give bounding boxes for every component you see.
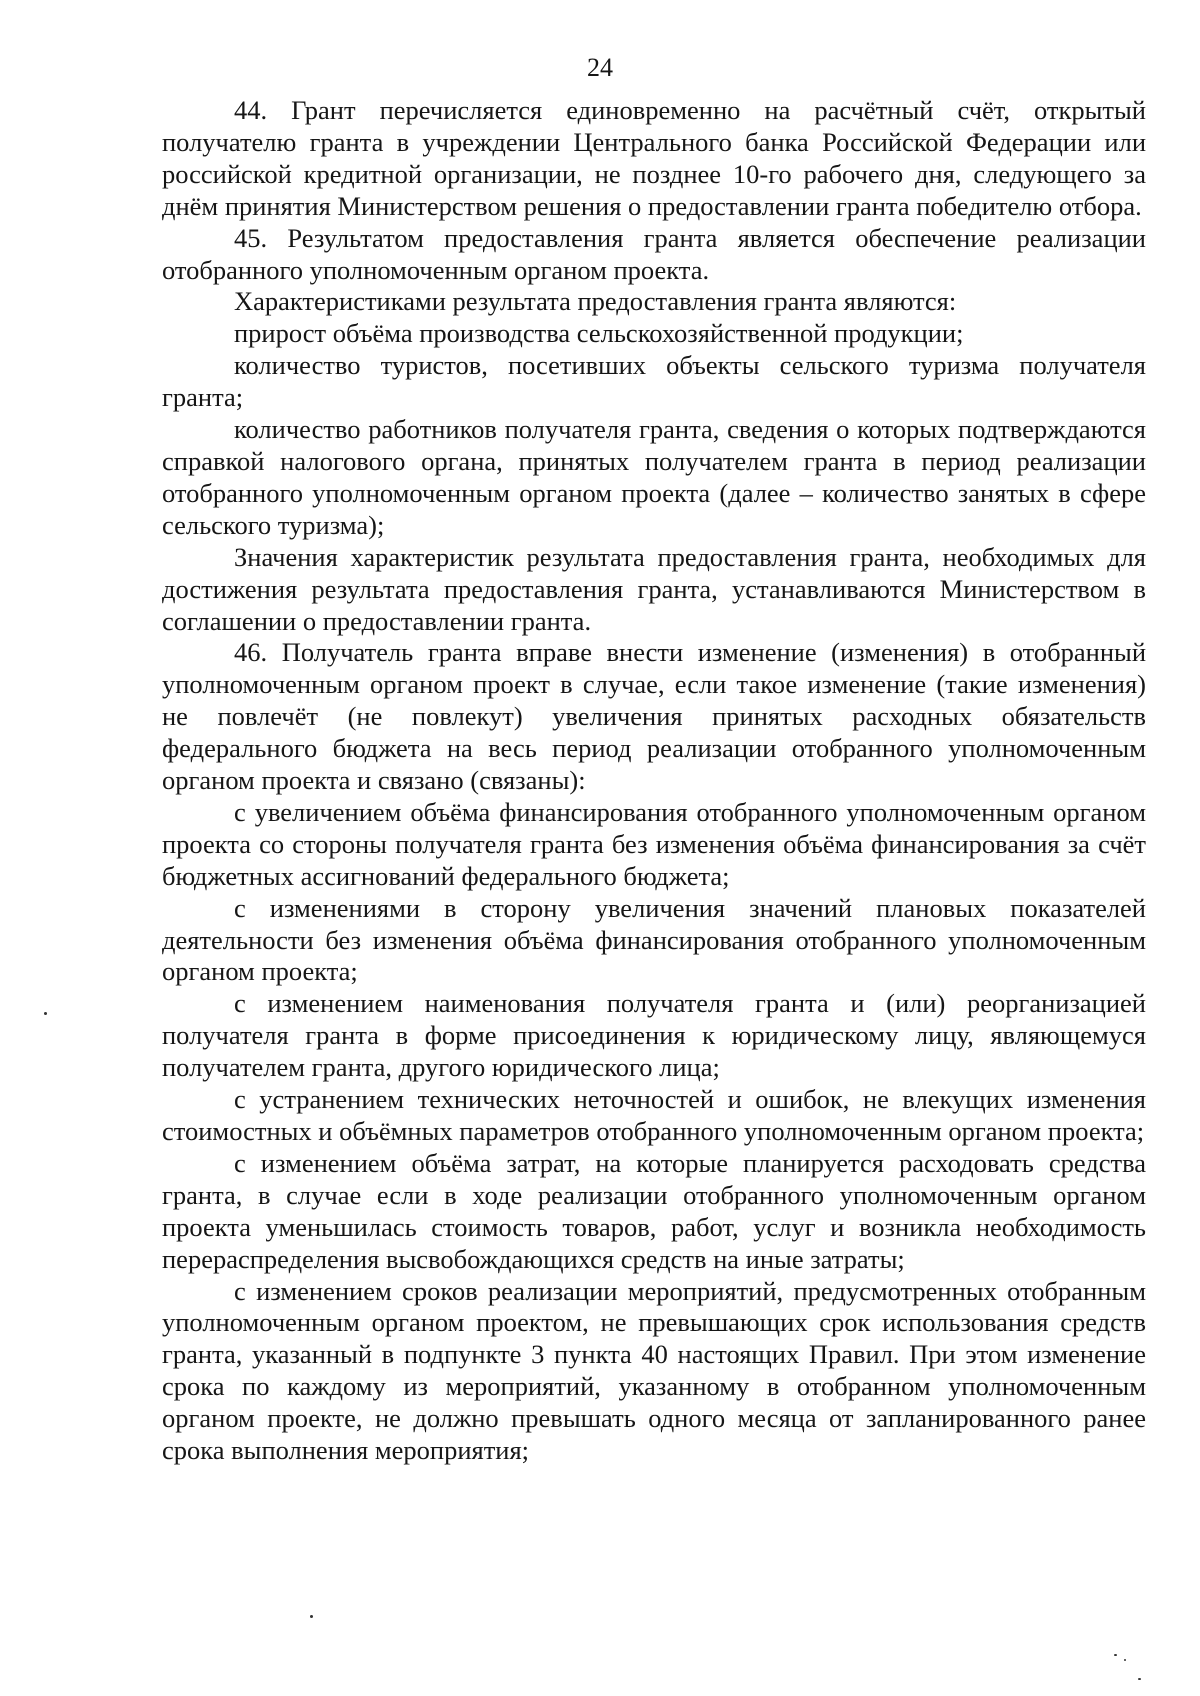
- paragraph-change-costs: с изменением объёма затрат, на которые планируется расходовать средства гранта, в случае если в ходе реализации отобранного уполномоченным органом проекта уменьшилась стоимость товаров, работ, услуг и возникла необходимость перераспределения высвобождающихся средств на иные затраты;: [162, 1147, 1146, 1274]
- page-number: 24: [587, 53, 613, 82]
- paragraph-45: 45. Результатом предоставления гранта является обеспечение реализации отобранного уполномоченным органом проекта.: [162, 222, 1146, 285]
- scan-speck: [44, 1012, 47, 1015]
- scan-speck: [310, 1615, 313, 1618]
- paragraph-characteristic-tourists: количество туристов, посетивших объекты сельского туризма получателя гранта;: [162, 350, 1146, 413]
- paragraph-change-name: с изменением наименования получателя гранта и (или) реорганизацией получателя гранта в форме присоединения к юридическому лицу, являющемуся получателем гранта, другого юридического лица;: [162, 988, 1146, 1083]
- document-body: [162, 95, 1146, 1467]
- paragraph-46: 46. Получатель гранта вправе внести изменение (изменения) в отобранный уполномоченным органом проект в случае, если такое изменение (такие изменения) не повлечёт (не повлекут) увеличения принятых расходных обязательств федерального бюджета на весь период реализации отобранного уполномоченным органом проекта и связано (связаны):: [162, 637, 1146, 796]
- paragraph-characteristic-values: Значения характеристик результата предоставления гранта, необходимых для достижения результата предоставления гранта, устанавливаются Министерством в соглашении о предоставлении гранта.: [162, 541, 1146, 636]
- paragraph-44: 44. Грант перечисляется единовременно на расчётный счёт, открытый получателю гранта в учреждении Центрального банка Российской Федерации или российской кредитной организации, не позднее 10-го рабочего дня, следующего за днём принятия Министерством решения о предоставлении гранта победителю отбора.: [162, 95, 1146, 221]
- paragraph-characteristic-employees: количество работников получателя гранта, сведения о которых подтверждаются справкой налогового органа, принятых получателем гранта в период реализации отобранного уполномоченным органом проекта (далее – количество занятых в сфере сельского туризма);: [162, 414, 1146, 540]
- paragraph-change-technical-errors: с устранением технических неточностей и ошибок, не влекущих изменения стоимостных и объёмных параметров отобранного уполномоченным органом проекта;: [162, 1084, 1146, 1146]
- scan-speck: [1138, 1678, 1141, 1680]
- scan-speck: [1114, 1654, 1117, 1656]
- scan-speck: [1124, 1659, 1126, 1661]
- paragraph-characteristic-production: прирост объёма производства сельскохозяйственной продукции;: [234, 318, 964, 349]
- paragraph-change-indicators: с изменениями в сторону увеличения значений плановых показателей деятельности без изменения объёма финансирования отобранного уполномоченным органом проекта;: [162, 892, 1146, 987]
- paragraph-change-deadlines: с изменением сроков реализации мероприятий, предусмотренных отобранным уполномоченным органом проектом, не превышающих срок использования средств гранта, указанный в подпункте 3 пункта 40 настоящих Правил. При этом изменение срока по каждому из мероприятий, указанному в отобранном уполномоченным органом проекте, не должно превышать одного месяца от запланированного ранее срока выполнения мероприятия;: [162, 1275, 1146, 1466]
- paragraph-change-financing: с увеличением объёма финансирования отобранного уполномоченным органом проекта со стороны получателя гранта без изменения объёма финансирования за счёт бюджетных ассигнований федерального бюджета;: [162, 796, 1146, 891]
- paragraph-characteristics-intro: Характеристиками результата предоставления гранта являются:: [234, 286, 957, 317]
